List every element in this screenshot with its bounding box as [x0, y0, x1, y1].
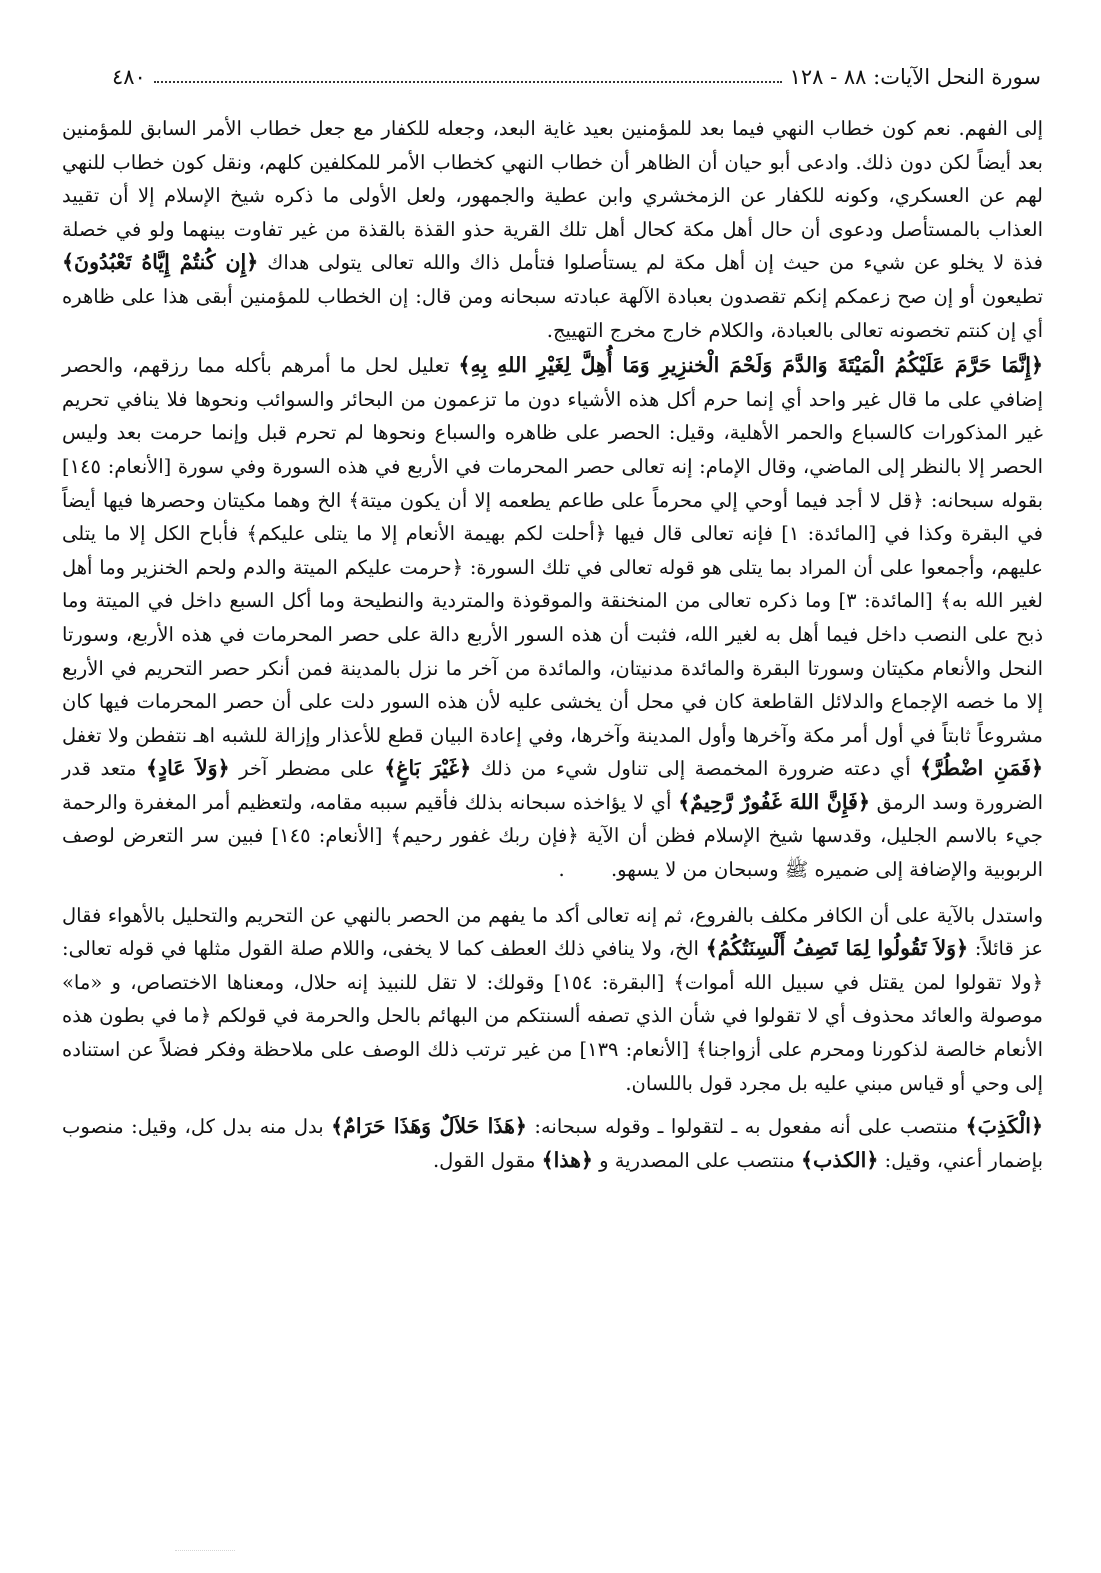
- text-run: واستدل بالآية على أن الكافر مكلف بالفروع، ثم إنه تعالى أكد ما يفهم من الحصر بالنهي عن التحريم والتحليل بالأهواء فقال عز قائلاً:: [62, 903, 1044, 961]
- quran-quote: ﴿فَمَنِ اضْطُرَّ﴾: [920, 756, 1044, 781]
- text-run: أي دعته ضرورة المخمصة إلى تناول شيء من ذلك: [480, 757, 911, 781]
- paragraph: [62, 349, 1043, 887]
- quran-quote: ﴿وَلاَ عَادٍ﴾: [145, 756, 230, 781]
- quran-quote: ﴿الكذب﴾: [801, 1147, 879, 1172]
- paragraph: [62, 899, 1043, 1101]
- page-header: [100, 62, 1041, 92]
- text-run: مقول القول.: [432, 1148, 536, 1172]
- running-title: سورة النحل الآيات: ٨٨ - ١٢٨: [789, 65, 1041, 89]
- scan-artifact: [175, 1550, 235, 1561]
- text-run: إلى الفهم. نعم كون خطاب النهي فيما بعد للمؤمنين بعيد غاية البعد، وجعله للكفار مع جعل خطاب الأمر السابق للمؤمنين بعد أيضاً لكن دون ذلك. وادعى أبو حيان أن الظاهر أن خطاب النهي كخطاب الأمر للمكلفين كلهم، ونقل كون خطاب للنهي لهم عن العسكري، وكونه للكفار عن الزمخشري وابن عطية والجمهور، ولعل الأولى ما ذكره شيخ الإسلام إلا أن تقييد العذاب بالمستأصل ودعوى أن حال أهل مكة كحال أهل تلك القرية حذو القذة بالقذة من غير تفاوت بينهما ولو في خصلة فذة لا يخلو عن شيء من حيث إن أهل مكة لم يستأصلوا فتأمل ذاك والله تعالى يتولى هداك: [62, 117, 1044, 275]
- quran-quote: ﴿فَإِنَّ اللهَ غَفُورٌ رَّحِيمٌ﴾: [678, 789, 870, 814]
- quran-quote: ﴿غَيْرَ بَاغٍ﴾: [384, 756, 472, 781]
- quran-quote: ﴿وَلاَ تَقُولُوا لِمَا تَصِفُ أَلْسِنَتُكُمُ﴾: [705, 936, 969, 961]
- text-run: بدل منه بدل كل، وقيل: منصوب بإضمار أعني، وقيل:: [62, 1115, 1043, 1172]
- text-run: الخ، ولا ينافي ذلك العطف كما لا يخفى، واللام صلة القول مثلها في قوله تعالى: ﴿ولا تقولوا لمن يقتل في سبيل الله أموات﴾ [البقرة: ١٥٤] وقولك: لا تقل للنبيذ إنه حلال، ومعناها الاختصاص، و «ما» موصولة والعائد محذوف أي لا تقولوا في شأن الذي تصفه ألسنتكم من البهائم بالحل والحرمة في قولكم ﴿ما في بطون هذه الأنعام خالصة لذكورنا ومحرم على أزواجنا﴾ [الأنعام: ١٣٩] من غير ترتب ذلك الوصف على ملاحظة وفكر فضلاً عن استناده إلى وحي أو قياس مبني عليه بل مجرد قول باللسان.: [62, 937, 1043, 1095]
- text-run: على مضطر آخر: [239, 757, 375, 781]
- quran-quote: ﴿هَذَا حَلاَلٌ وَهَذَا حَرَامٌ﴾: [331, 1114, 527, 1139]
- paragraph: [62, 112, 1043, 347]
- quran-quote: ﴿هذا﴾: [541, 1147, 593, 1172]
- text-run: تطيعون أو إن صح زعمكم إنكم تقصدون بعبادة الآلهة عبادته سبحانه ومن قال: إن الخطاب للمؤمنين أبقى هذا على ظاهره أي إن كنتم تخصونه تعالى بالعبادة، والكلام خارج مخرج التهييج.: [62, 284, 1043, 342]
- text-run: منتصب على أنه مفعول به ـ لتقولوا ـ وقوله سبحانه:: [534, 1115, 959, 1139]
- header-dotted-leader: [154, 81, 782, 83]
- text-run: متعد قدر الضرورة وسد الرمق: [62, 757, 1043, 814]
- quran-quote: ﴿إِنَّمَا حَرَّمَ عَلَيْكُمُ الْمَيْتَةَ وَالدَّمَ وَلَحْمَ الْخنزِيرِ وَمَا أُهِلَّ لِغَيْرِ اللهِ بِهِ﴾: [458, 353, 1043, 378]
- stray-dot: .: [558, 858, 565, 882]
- page-number: ٤٨٠: [112, 65, 146, 89]
- text-run: تعليل لحل ما أمرهم بأكله مما رزقهم، والحصر إضافي على ما قال غير واحد أي إنما حرم أكل هذه الأشياء دون ما تزعمون من البحائر والسوائب ونحوها فلا ينافي تحريم غير المذكورات كالسباع والحمر الأهلية، وقيل: الحصر على ظاهره والسباع ونحوها لم تحرم قبل وإنما حرمت بعد وليس الحصر إلا بالنظر إلى الماضي، وقال الإمام: إنه تعالى حصر المحرمات في الأربع في هذه السورة وفي سورة [الأنعام: ١٤٥] بقوله سبحانه: ﴿قل لا أجد فيما أوحي إلي محرماً على طاعم يطعمه إلا أن يكون ميتة﴾ الخ وهما مكيتان وحصرها فيها أيضاً في البقرة وكذا في [المائدة: ١] فإنه تعالى قال فيها ﴿أحلت لكم بهيمة الأنعام إلا ما يتلى عليكم﴾ فأباح الكل إلا ما يتلى عليهم، وأجمعوا على أن المراد بما يتلى هو قوله تعالى في تلك السورة: ﴿حرمت عليكم الميتة والدم ولحم الخنزير وما أهل لغير الله به﴾ [المائدة: ٣] وما ذكره تعالى من المنخنقة والموقوذة والمتردية والنطيحة وما أكل السبع داخل في الميتة وما ذبح على النصب داخل فيما أهل به لغير الله، فثبت أن هذه السور الأربع دالة على حصر المحرمات في هذه الأربع، وسورتا النحل والأنعام مكيتان وسورتا البقرة والمائدة مدنيتان، والمائدة من آخر ما نزل بالمدينة فمن أنكر حصر التحريم في الأربع إلا ما خصه الإجماع والدلائل القاطعة كان في محل أن يخشى عليه لأن هذه السور دلت على أن حصر المحرمات فيها كان مشروعاً ثابتاً في أول أمر مكة وآخرها وأول المدينة وآخرها، وفي إعادة البيان قطع للأعذار وإزالة للشبه اهـ نتفطن ولا تغفل: [62, 354, 1043, 747]
- text-run: أي لا يؤاخذه سبحانه بذلك فأقيم سببه مقامه، ولتعظيم أمر المغفرة والرحمة جيء بالاسم الجليل، وقدسها شيخ الإسلام فظن أن الآية ﴿فإن ربك غفور رحيم﴾ [الأنعام: ١٤٥] فبين سر التعرض لوصف الربوبية والإضافة إلى ضميره ﷺ وسبحان من لا يسهو.: [62, 790, 1043, 882]
- text-run: منتصب على المصدرية و: [599, 1148, 795, 1172]
- quran-quote: ﴿الْكَذِبَ﴾: [965, 1114, 1044, 1139]
- commentary-body: [62, 112, 1043, 1177]
- paragraph: [62, 1110, 1043, 1177]
- quran-quote: ﴿إِن كُنتُمْ إِيَّاهُ تَعْبُدُونَ﴾: [62, 250, 259, 275]
